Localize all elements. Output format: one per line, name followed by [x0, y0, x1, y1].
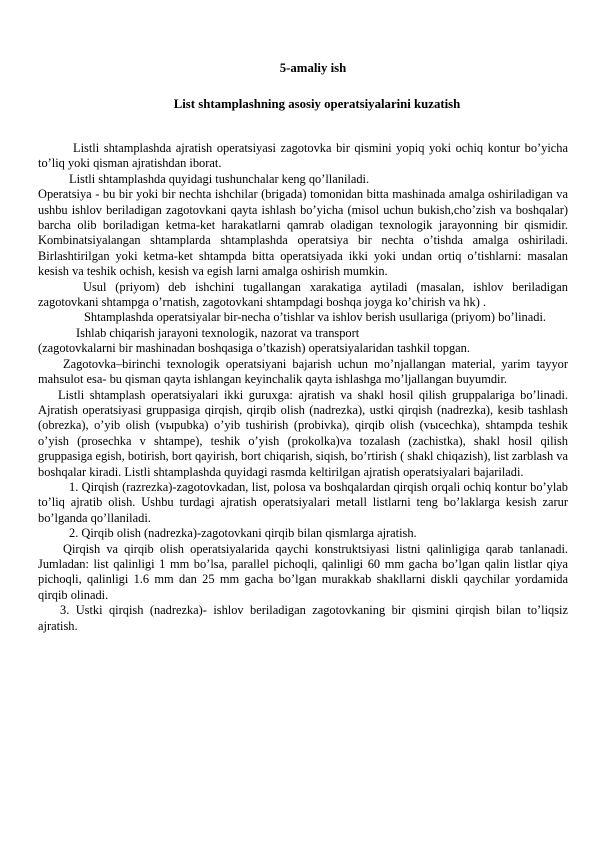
document-body [38, 141, 568, 634]
paragraph: 3. Ustki qirqish (nadrezka)- ishlov beriladigan zagotovkaning bir qismini qirqish bilan to’liqsiz ajratish. [38, 603, 568, 633]
paragraph: Qirqish va qirqib olish operatsiyalarida qaychi konstruktsiyasi listni qalinligiga qarab tanlanadi. Jumladan: list qalinligi 1 mm bo’lsa, parallel pichoqli, qalinligi 60 mm gacha bo’lgan qalin listlar qiya pichoqli, qalinligi 1.6 mm dan 25 mm gacha bo’lgan murakkab shakllarni diskli qaychilar yordamida qirqib olinadi. [38, 541, 568, 602]
paragraph: Operatsiya - bu bir yoki bir nechta ishchilar (brigada) tomonidan bitta mashinada amalga oshiriladigan va ushbu ishlov beriladigan zagotovkani qayta ishlash bo’yicha (misol uchun bukish,cho’zish va boshqalar) barcha olib boriladigan ketma-ket harakatlarni qamrab oladigan texnologik jarayonning bir qismidir. Kombinatsiyalangan shtamplarda shtamplashda operatsiya bir nechta o’tishda amalga oshiriladi. Birlashtirilgan yoki ketma-ket shtampda bitta operatsiyada ikki yoki undan ortiq o’tishlarni: masalan kesish va teshik ochish, kesish va egish larni amalga oshirish mumkin. [38, 187, 568, 279]
paragraph: (zagotovkalarni bir mashinadan boshqasiga o’tkazish) operatsiyalaridan tashkil topgan. [38, 341, 470, 356]
paragraph: Shtamplashda operatsiyalar bir-necha o’tishlar va ishlov berish usullariga (priyom) bo’linadi. [84, 310, 546, 325]
paragraph: Zagotovka–birinchi texnologik operatsiyani bajarish uchun mo’njallangan material, yarim tayyor mahsulot esa- bu qisman qayta ishlangan keyinchalik qayta ishlashga mo’ljallangan buyumdir. [38, 356, 568, 387]
paragraph: 1. Qirqish (razrezka)-zagotovkadan, list, polosa va boshqalardan qirqish orqali ochiq kontur bo’ylab to’liq ajratib olish. Ushbu turdagi ajratish operatsiyalari metall listlarni teng bo’laklarga kesish zarur bo’lganda qo’llaniladi. [38, 479, 568, 525]
paragraph: Ishlab chiqarish jarayoni texnologik, nazorat va transport [76, 325, 360, 340]
paragraph: Listli shtamplash operatsiyalari ikki guruxga: ajratish va shakl hosil qilish gruppalariga bo’linadi. Ajratish operatsiyasi gruppasiga qirqish, qirqib olish (nadrezka), ustki qirqish (nadrezka), kesib tashlash (obrezka), o’yib olish (vырubka) o’yib tushirish (probivka), qirqib olish (vысechka), shtampda teshik o’yish (prosechka v shtampe), teshik o’yish (prokolka)va tozalash (zachistka), shakl hosil qilish gruppasiga egish, botirish, bort qayirish, bort chiqarish, siqish, bo’rtirish ( shakl chiqazish), list zarblash va boshqalar kiradi. Listli shtamplashda quyidagi rasmda keltirilgan ajratish operatsiyalari bajariladi. [38, 387, 568, 479]
page-subtitle: List shtamplashning asosiy operatsiyalarini kuzatish [173, 97, 461, 111]
page-title: 5-amaliy ish [279, 61, 347, 75]
paragraph: 2. Qirqib olish (nadrezka)-zagotovkani qirqib bilan qismlarga ajratish. [69, 526, 417, 541]
paragraph: Listli shtamplashda quyidagi tushunchalar keng qo’llaniladi. [69, 171, 370, 186]
paragraph: Listli shtamplashda ajratish operatsiyasi zagotovka bir qismini yopiq yoki ochiq kontur bo’yicha to’liq yoki qisman ajratishdan iborat. [38, 141, 568, 171]
paragraph: Usul (priyom) deb ishchini tugallangan xarakatiga aytiladi (masalan, ishlov beriladigan zagotovkani shtampga o’rnatish, zagotovkani shtampdagi boshqa joyga ko’chirish va hk) . [38, 279, 568, 310]
